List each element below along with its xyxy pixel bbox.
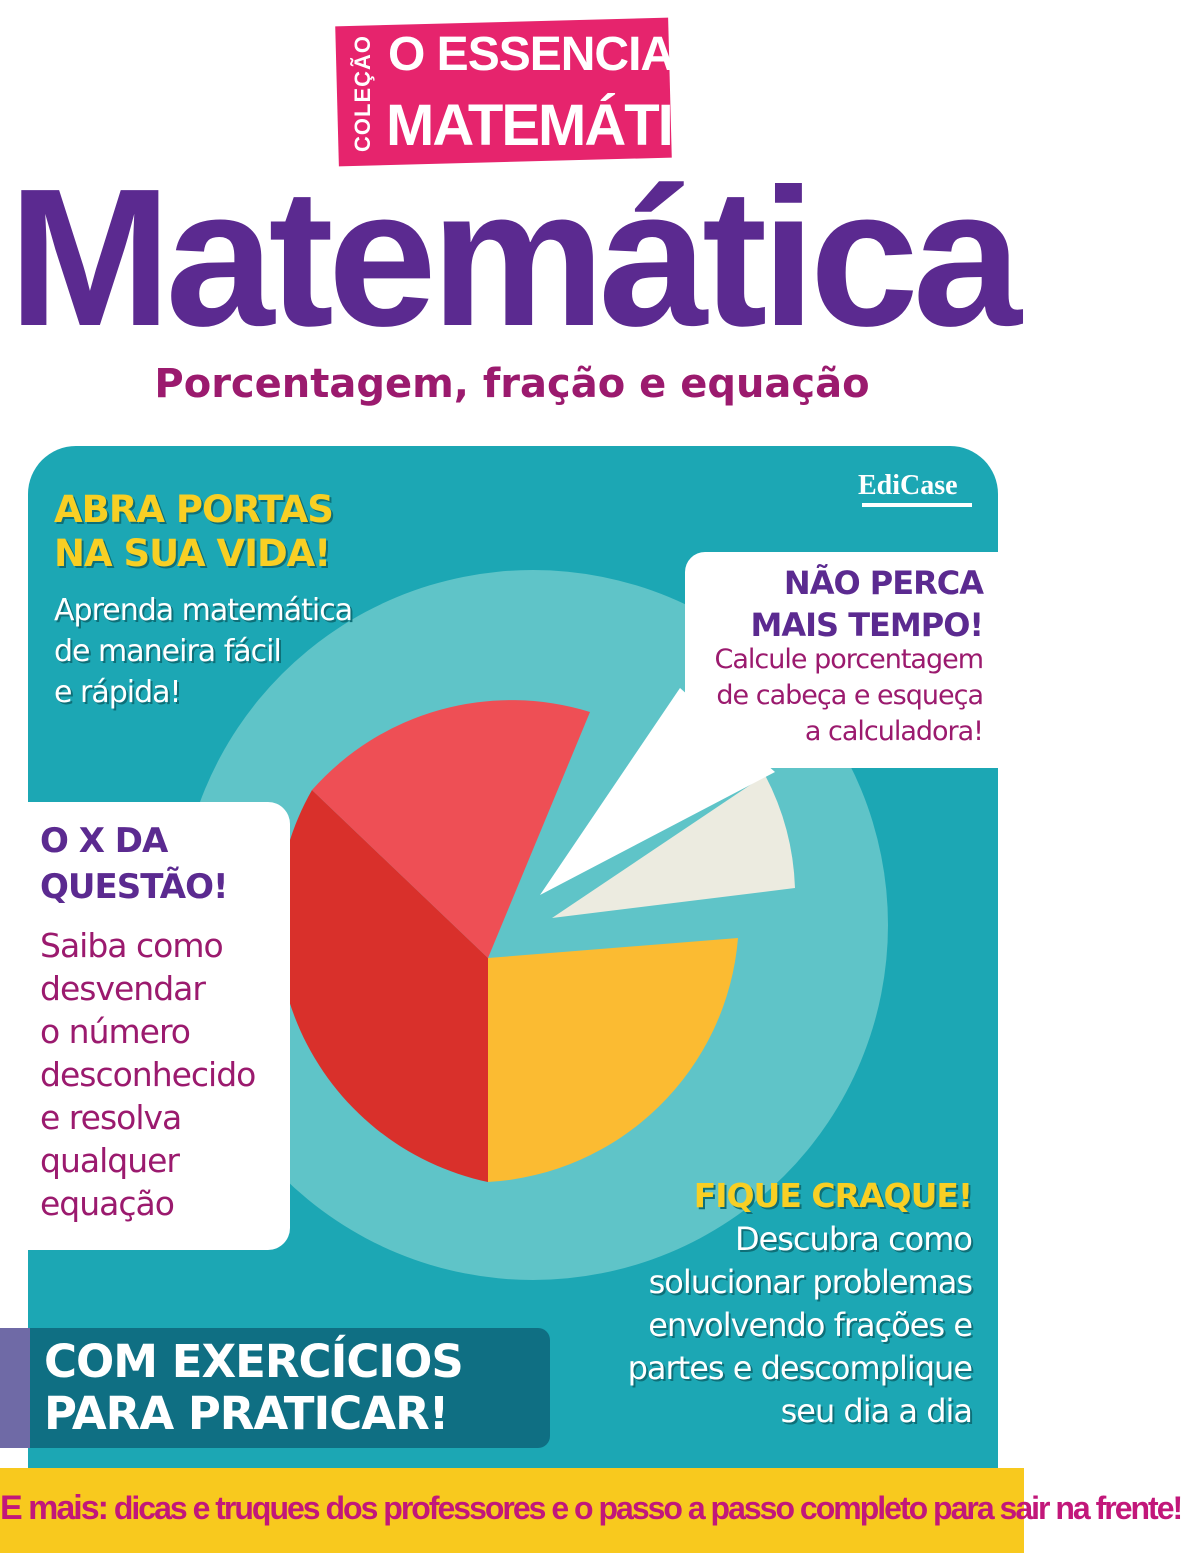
bottom-bar-rest: dicas e truques dos professores e o passo a passo completo para sair na frente! xyxy=(106,1490,1181,1526)
nao-perca-body-line: Calcule porcentagem xyxy=(714,644,983,675)
bottom-bar-text xyxy=(0,1486,1181,1530)
x-da-questao-heading-line: O X DA xyxy=(40,821,168,861)
exercises-banner-line: PARA PRATICAR! xyxy=(44,1387,449,1440)
fique-craque-body-line: Descubra como xyxy=(734,1220,972,1258)
publisher-logo: EdiCase xyxy=(858,470,958,501)
x-da-questao-body-line: equação xyxy=(40,1184,174,1223)
x-da-questao-body-line: desvendar xyxy=(40,969,205,1008)
exercises-banner-strip xyxy=(0,1328,30,1448)
series-badge-line1-main: O ESSENCIAL xyxy=(388,28,703,81)
nao-perca-heading xyxy=(685,562,983,646)
x-da-questao-heading-line: QUESTÃO! xyxy=(40,867,228,907)
bottom-bar-lead: E mais: xyxy=(0,1489,107,1527)
cover-subtitle: Porcentagem, fração e equação xyxy=(154,361,870,407)
cover-title: Matemática xyxy=(8,148,1016,367)
x-da-questao-heading xyxy=(40,818,228,910)
nao-perca-heading-line: NÃO PERCA xyxy=(783,564,983,602)
fique-craque-body-line: seu dia a dia xyxy=(780,1392,972,1430)
fique-craque-body-line: partes e descomplique xyxy=(627,1349,972,1387)
fique-craque-heading: FIQUE CRAQUE! xyxy=(693,1176,972,1215)
nao-perca-body-line: a calculadora! xyxy=(804,716,983,747)
abra-body-line: de maneira fácil xyxy=(54,634,281,669)
series-badge-line2: MATEMÁTICA xyxy=(386,93,752,158)
abra-heading-line: ABRA PORTAS xyxy=(54,488,333,531)
x-da-questao-body-line: o número xyxy=(40,1012,190,1051)
x-da-questao-body-line: e resolva xyxy=(40,1098,182,1137)
nao-perca-body-line: de cabeça e esqueça xyxy=(716,680,983,711)
abra-body-line: e rápida! xyxy=(54,675,181,710)
fique-craque-body-line: solucionar problemas xyxy=(648,1263,972,1301)
x-da-questao-body xyxy=(40,924,255,1225)
fique-craque-body xyxy=(560,1218,972,1433)
pie-slice-orange xyxy=(488,938,738,1182)
x-da-questao-body-line: Saiba como xyxy=(40,926,223,965)
publisher-logo-underline xyxy=(862,503,972,507)
nao-perca-body xyxy=(685,642,983,750)
x-da-questao-body-line: desconhecido xyxy=(40,1055,256,1094)
series-badge-line1-small: DA xyxy=(708,44,750,77)
abra-body-line: Aprenda matemática xyxy=(54,593,353,628)
abra-heading-line: NA SUA VIDA! xyxy=(54,532,331,575)
fique-craque-body-line: envolvendo frações e xyxy=(648,1306,972,1344)
exercises-banner-line: COM EXERCÍCIOS xyxy=(44,1335,463,1388)
abra-body xyxy=(54,590,352,713)
series-badge-vertical-label: COLEÇÃO xyxy=(350,35,375,152)
abra-heading xyxy=(54,488,333,576)
x-da-questao-body-line: qualquer xyxy=(40,1141,179,1180)
exercises-banner-text xyxy=(44,1336,463,1440)
nao-perca-heading-line: MAIS TEMPO! xyxy=(750,606,983,644)
